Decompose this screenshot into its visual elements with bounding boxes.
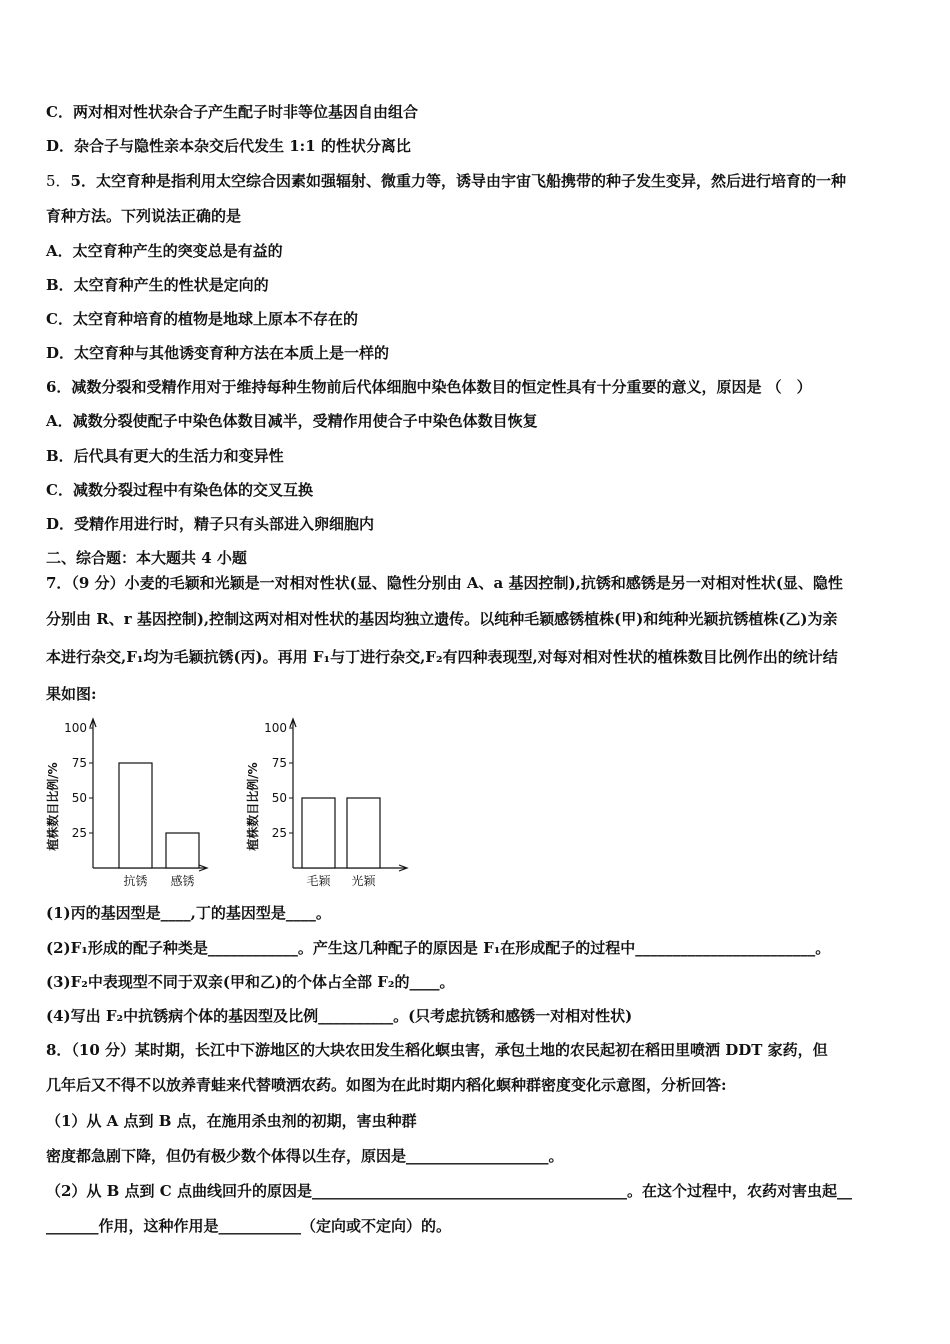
q6-option-d: D．受精作用进行时，精子只有头部进入卵细胞内 (46, 515, 375, 533)
q8-sub1-line1: （1）从 A 点到 B 点，在施用杀虫剂的初期，害虫种群 (46, 1112, 417, 1130)
q4-option-d: D．杂合子与隐性亲本杂交后代发生 1:1 的性状分离比 (46, 137, 411, 155)
q4-option-c: C．两对相对性状杂合子产生配子时非等位基因自由组合 (46, 103, 418, 121)
section-heading: 二、综合题：本大题共 4 小题 (46, 549, 247, 567)
q7-stem-line1: 7．（9 分）小麦的毛颖和光颖是一对相对性状(显、隐性分别由 A、a 基因控制),抗锈和感锈是另一对相对性状(显、隐性 (46, 574, 843, 592)
y-tick-label: 50 (271, 791, 287, 805)
q7-stem-line4: 果如图: (46, 685, 97, 703)
q7-charts-svg (40, 712, 420, 892)
q5-option-a: A．太空育种产生的突变总是有益的 (46, 242, 283, 260)
category-label: 感锈 (170, 874, 195, 888)
y-tick-label: 100 (64, 721, 87, 735)
y-tick-label: 50 (71, 791, 87, 805)
y-tick-label: 75 (71, 756, 87, 770)
q5-option-d: D．太空育种与其他诱变育种方法在本质上是一样的 (46, 344, 390, 362)
q8-sub1-line2: 密度都急剧下降，但仍有极少数个体得以生存，原因是___________________。 (46, 1147, 564, 1165)
q5-option-c: C．太空育种培育的植物是地球上原本不存在的 (46, 310, 358, 328)
chart-rust-resistance (45, 719, 207, 888)
category-label: 抗锈 (123, 874, 148, 888)
q6-stem: 6．减数分裂和受精作用对于维持每种生物前后代体细胞中染色体数目的恒定性具有十分重要的意义，原因是 （ ） (46, 378, 812, 396)
y-tick-label: 25 (271, 826, 287, 840)
q7-sub2: (2)F₁形成的配子种类是____________。产生这几种配子的原因是 F₁在形成配子的过程中________________________。 (46, 939, 831, 957)
q5-stem-text: 5．太空育种是指利用太空综合因素如强辐射、微重力等，诱导由宇宙飞船携带的种子发生变异，然后进行培育的一种 (70, 172, 846, 190)
q8-sub2-line2: _______作用，这种作用是___________（定向或不定向）的。 (46, 1217, 452, 1235)
q5-option-b: B．太空育种产生的性状是定向的 (46, 276, 269, 294)
category-label: 毛颖 (306, 874, 331, 888)
q6-option-b: B．后代具有更大的生活力和变异性 (46, 447, 284, 465)
q7-sub3: (3)F₂中表现型不同于双亲(甲和乙)的个体占全部 F₂的____。 (46, 973, 455, 991)
bar-光颖 (347, 798, 380, 868)
y-tick-label: 25 (71, 826, 87, 840)
q8-sub2-line1: （2）从 B 点到 C 点曲线回升的原因是__________________________________________。在这个过程中，农药对害虫起__ (46, 1182, 852, 1200)
q7-sub4: (4)写出 F₂中抗锈病个体的基因型及比例__________。(只考虑抗锈和感锈一对相对性状) (46, 1007, 633, 1025)
y-tick-label: 75 (271, 756, 287, 770)
y-axis-label: 植株数目比例/% (46, 762, 60, 851)
y-tick-label: 100 (264, 721, 287, 735)
q8-stem-line1: 8．（10 分）某时期，长江中下游地区的大块农田发生稻化螟虫害，承包土地的农民起初在稻田里喷洒 DDT 家药，但 (46, 1041, 828, 1059)
q8-stem-line2: 几年后又不得不以放养青蛙来代替喷洒农药。如图为在此时期内稻化螟种群密度变化示意图，分析回答: (46, 1076, 727, 1094)
chart-glume-type (245, 719, 407, 888)
category-label: 光颖 (351, 874, 376, 888)
q7-bar-charts (40, 712, 420, 892)
y-axis-label: 植株数目比例/% (246, 762, 260, 851)
q5-stem-line1: 5．5．太空育种是指利用太空综合因素如强辐射、微重力等，诱导由宇宙飞船携带的种子发生变异，然后进行培育的一种 (46, 172, 846, 190)
q5-stem-line2: 育种方法。下列说法正确的是 (46, 207, 242, 225)
q7-stem-line2: 分别由 R、r 基因控制),控制这两对相对性状的基因均独立遗传。以纯种毛颖感锈植株(甲)和纯种光颖抗锈植株(乙)为亲 (46, 610, 838, 628)
q7-stem-line3: 本进行杂交,F₁均为毛颖抗锈(丙)。再用 F₁与丁进行杂交,F₂有四种表现型,对每对相对性状的植株数目比例作出的统计结 (46, 648, 838, 666)
q7-sub1: (1)丙的基因型是____,丁的基因型是____。 (46, 904, 331, 922)
q6-option-a: A．减数分裂使配子中染色体数目减半，受精作用使合子中染色体数目恢复 (46, 412, 538, 430)
bar-感锈 (166, 833, 199, 868)
bar-毛颖 (302, 798, 335, 868)
q6-option-c: C．减数分裂过程中有染色体的交叉互换 (46, 481, 313, 499)
bar-抗锈 (119, 763, 152, 868)
